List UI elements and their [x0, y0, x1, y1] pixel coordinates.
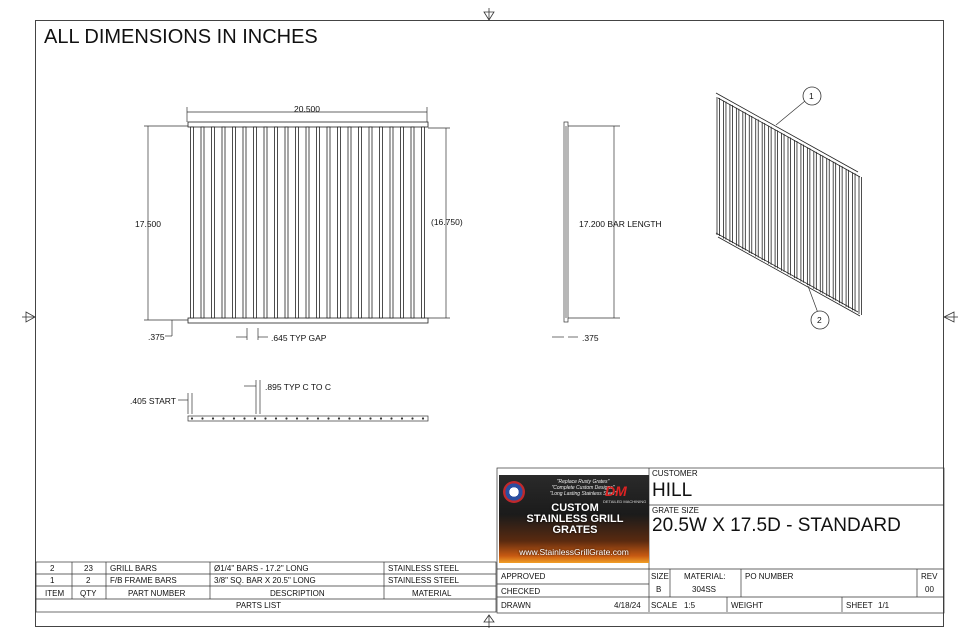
customer-label: CUSTOMER — [652, 469, 698, 478]
grill-bar — [338, 127, 341, 318]
grill-bar — [243, 127, 246, 318]
frame-bar-bottom — [188, 318, 428, 323]
grill-bar — [212, 127, 215, 318]
logo-tagline: "Complete Custom Designs" — [551, 485, 615, 491]
bar-section — [317, 417, 319, 419]
grill-bar — [191, 127, 194, 318]
scale-value: 1:5 — [684, 601, 696, 610]
bar-section — [348, 417, 350, 419]
units-note: ALL DIMENSIONS IN INCHES — [44, 26, 318, 48]
grill-bar — [275, 127, 278, 318]
grill-bar — [401, 127, 404, 318]
sheet-value: 1/1 — [878, 601, 890, 610]
logo-tagline: "Long Lasting Stainless Steel" — [549, 491, 617, 497]
grill-bar — [317, 127, 320, 318]
logo-title — [505, 503, 645, 536]
bar-section — [233, 417, 235, 419]
dim-width: 20.500 — [294, 104, 320, 114]
usa-badge-icon — [503, 481, 525, 503]
grill-bar — [254, 127, 257, 318]
dim-edge: .375 — [148, 332, 165, 342]
logo-title-2: STAINLESS GRILL GRATES — [526, 513, 624, 536]
drawn-label: DRAWN — [501, 601, 531, 610]
dim-frame-inner: (16.750) — [431, 217, 463, 227]
sheet-label: SHEET — [846, 601, 873, 610]
grate-size-label: GRATE SIZE — [652, 506, 699, 515]
grill-bar — [264, 127, 267, 318]
bar-section — [254, 417, 256, 419]
logo-url: www.StainlessGrillGrate.com — [519, 547, 629, 557]
grill-bar — [411, 127, 414, 318]
po-number-label: PO NUMBER — [745, 572, 794, 581]
logo-tagline: "Replace Rusty Grates" — [556, 479, 610, 485]
bar-section — [422, 417, 424, 419]
bar-section — [359, 417, 361, 419]
customer-value: HILL — [652, 480, 693, 501]
bar-section — [212, 417, 214, 419]
logo-title-1: CUSTOM — [551, 502, 599, 514]
dim-start: .405 START — [130, 396, 176, 406]
grill-bar — [327, 127, 330, 318]
bar-section — [401, 417, 403, 419]
dim-bar-length: 17.200 BAR LENGTH — [579, 219, 662, 229]
frame-bar-top — [188, 122, 428, 127]
brand-mark: DM — [605, 483, 627, 499]
parts-header-item: ITEM — [45, 589, 65, 598]
rev-value: 00 — [925, 585, 934, 594]
brand-sub: DETAILED MACHINING — [603, 499, 647, 504]
grill-bar — [285, 127, 288, 318]
bar-section — [222, 417, 224, 419]
bar-section — [296, 417, 298, 419]
company-logo — [499, 475, 649, 563]
grate-size-value: 20.5W X 17.5D - STANDARD — [652, 515, 901, 536]
iso-frame-top — [716, 93, 858, 172]
parts-header-qty: QTY — [80, 589, 97, 598]
bar-section — [390, 417, 392, 419]
bar-section — [380, 417, 382, 419]
bar-section — [243, 417, 245, 419]
drawn-date: 4/18/24 — [614, 601, 641, 610]
parts-row-2-qty: 2 — [86, 576, 91, 585]
parts-header-desc: DESCRIPTION — [270, 589, 325, 598]
balloon-label-1: 1 — [809, 91, 814, 101]
parts-row-2-material: STAINLESS STEEL — [388, 576, 459, 585]
bar-section — [411, 417, 413, 419]
dim-side-edge: .375 — [582, 333, 599, 343]
bar-section — [285, 417, 287, 419]
material-value: 304SS — [692, 585, 717, 594]
bar-section — [338, 417, 340, 419]
parts-row-1-material: STAINLESS STEEL — [388, 564, 459, 573]
iso-frame-bottom — [716, 233, 858, 312]
dim-gap: .645 TYP GAP — [271, 333, 327, 343]
scale-label: SCALE — [651, 601, 678, 610]
bar-section — [327, 417, 329, 419]
parts-row-1-desc: Ø1/4" BARS - 17.2" LONG — [214, 564, 309, 573]
grill-bar — [306, 127, 309, 318]
iso-frame-top-2 — [718, 98, 860, 177]
parts-row-1-item: 2 — [50, 564, 55, 573]
parts-header-material: MATERIAL — [412, 589, 452, 598]
checked-label: CHECKED — [501, 587, 541, 596]
bar-section — [264, 417, 266, 419]
bar-section — [306, 417, 308, 419]
iso-frame-bottom-2 — [718, 237, 860, 316]
grill-bar — [390, 127, 393, 318]
approved-label: APPROVED — [501, 572, 546, 581]
size-value: B — [656, 585, 662, 594]
bar-section — [201, 417, 203, 419]
bar-section — [191, 417, 193, 419]
grill-bar — [369, 127, 372, 318]
parts-row-2-item: 1 — [50, 576, 55, 585]
grill-bar — [233, 127, 236, 318]
parts-row-2-desc: 3/8" SQ. BAR X 20.5" LONG — [214, 576, 316, 585]
bar-section — [369, 417, 371, 419]
grill-bar — [380, 127, 383, 318]
parts-list-title: PARTS LIST — [236, 601, 282, 610]
size-label: SIZE — [651, 572, 669, 581]
dim-c-to-c: .895 TYP C TO C — [265, 382, 331, 392]
balloon-label-2: 2 — [817, 315, 822, 325]
rev-label: REV — [921, 572, 938, 581]
parts-row-2-part: F/B FRAME BARS — [110, 576, 177, 585]
bar-section — [275, 417, 277, 419]
parts-header-part: PART NUMBER — [128, 589, 186, 598]
weight-label: WEIGHT — [731, 601, 763, 610]
grill-bar — [422, 127, 425, 318]
grill-bar — [222, 127, 225, 318]
grill-bar — [201, 127, 204, 318]
grill-bar — [348, 127, 351, 318]
parts-row-1-qty: 23 — [84, 564, 93, 573]
grill-bar — [359, 127, 362, 318]
grill-bar — [296, 127, 299, 318]
parts-row-1-part: GRILL BARS — [110, 564, 157, 573]
dim-depth: 17.500 — [135, 219, 161, 229]
material-label: MATERIAL: — [684, 572, 726, 581]
